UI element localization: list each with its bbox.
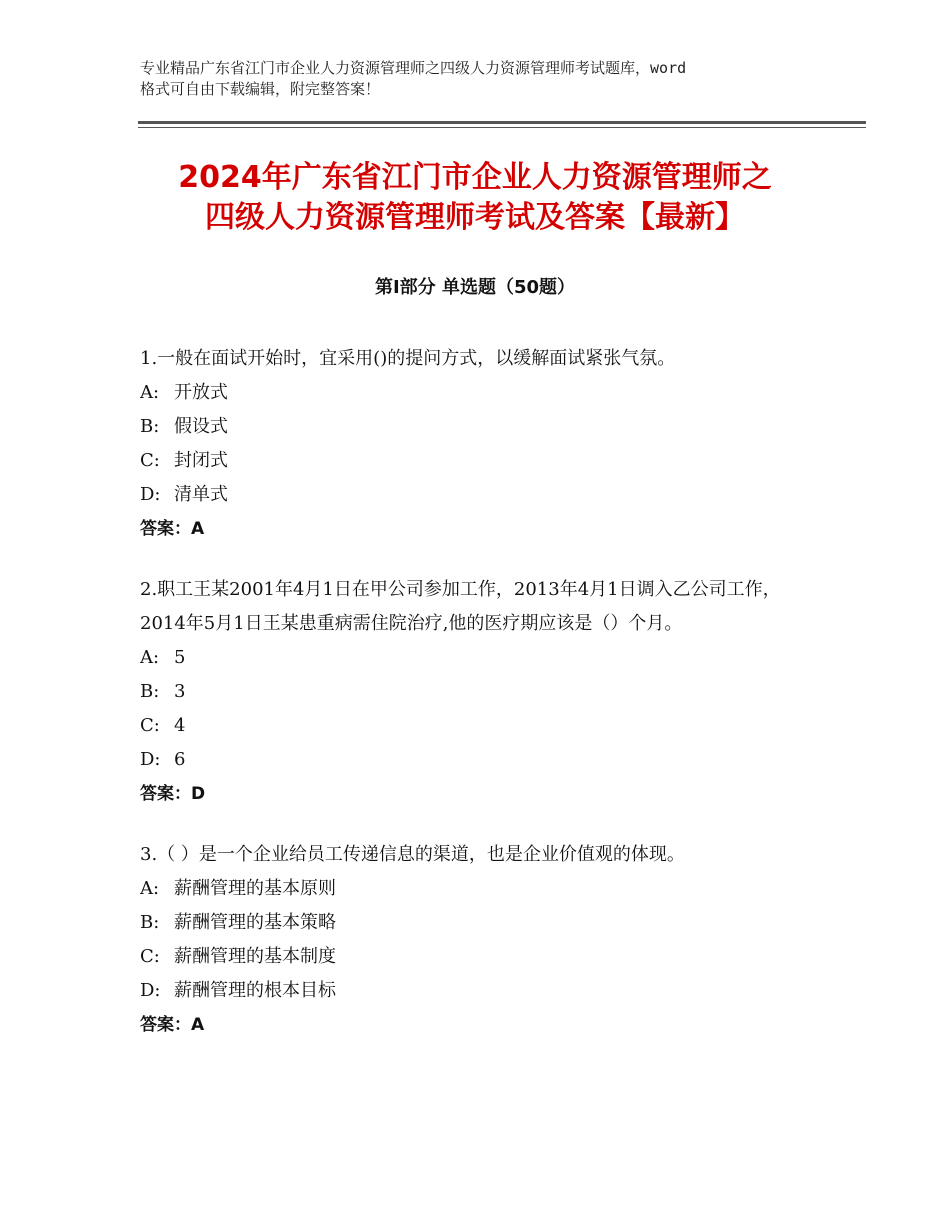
question-stem: 1.一般在面试开始时，宜采用()的提问方式，以缓解面试紧张气氛。 bbox=[140, 348, 676, 369]
option-c bbox=[140, 444, 820, 478]
option-label: B: bbox=[140, 416, 160, 437]
section-title: 第Ⅰ部分 单选题（50题） bbox=[374, 277, 575, 298]
option-b bbox=[140, 906, 820, 940]
option-b bbox=[140, 410, 820, 444]
option-label: A: bbox=[140, 647, 160, 668]
question-stem: 3.（ ）是一个企业给员工传递信息的渠道，也是企业价值观的体现。 bbox=[140, 844, 685, 865]
option-label: B: bbox=[140, 912, 160, 933]
option-label: D: bbox=[140, 980, 161, 1001]
option-text: 3 bbox=[174, 681, 186, 702]
option-label: D: bbox=[140, 749, 161, 770]
option-text: 薪酬管理的基本原则 bbox=[174, 878, 336, 899]
option-d bbox=[140, 974, 820, 1008]
option-text: 薪酬管理的基本制度 bbox=[174, 946, 336, 967]
document-title-line-1: 2024年广东省江门市企业人力资源管理师之 bbox=[178, 160, 772, 195]
option-text: 开放式 bbox=[174, 382, 228, 403]
option-text: 5 bbox=[174, 647, 186, 668]
document-title bbox=[80, 158, 870, 238]
option-text: 薪酬管理的基本策略 bbox=[174, 912, 336, 933]
option-label: A: bbox=[140, 878, 160, 899]
header-note-line-1: 专业精品广东省江门市企业人力资源管理师之四级人力资源管理师考试题库，word bbox=[140, 59, 687, 77]
option-label: C: bbox=[140, 450, 160, 471]
question-1 bbox=[140, 342, 820, 546]
header-divider-thin bbox=[138, 127, 866, 128]
document-title-line-2: 四级人力资源管理师考试及答案【最新】 bbox=[205, 200, 745, 235]
option-c bbox=[140, 940, 820, 974]
option-text: 4 bbox=[174, 715, 186, 736]
answer: 答案：D bbox=[140, 784, 206, 804]
option-a bbox=[140, 872, 820, 906]
option-text: 清单式 bbox=[174, 484, 228, 505]
question-3 bbox=[140, 838, 820, 1042]
option-text: 封闭式 bbox=[174, 450, 228, 471]
option-label: A: bbox=[140, 382, 160, 403]
option-c bbox=[140, 709, 820, 743]
option-text: 6 bbox=[174, 749, 186, 770]
question-list bbox=[140, 342, 820, 1069]
question-stem: 2.职工王某2001年4月1日在甲公司参加工作，2013年4月1日调入乙公司工作，2014年5月1日王某患重病需住院治疗,他的医疗期应该是（）个月。 bbox=[140, 579, 781, 634]
option-a bbox=[140, 641, 820, 675]
answer: 答案：A bbox=[140, 1015, 205, 1035]
answer: 答案：A bbox=[140, 519, 205, 539]
header-divider-thick bbox=[138, 121, 866, 124]
option-label: D: bbox=[140, 484, 161, 505]
header-note-line-2: 格式可自由下载编辑，附完整答案！ bbox=[140, 80, 381, 98]
option-label: B: bbox=[140, 681, 160, 702]
option-b bbox=[140, 675, 820, 709]
option-d bbox=[140, 743, 820, 777]
option-text: 假设式 bbox=[174, 416, 228, 437]
option-a bbox=[140, 376, 820, 410]
option-text: 薪酬管理的根本目标 bbox=[174, 980, 336, 1001]
question-2 bbox=[140, 573, 820, 811]
option-d bbox=[140, 478, 820, 512]
option-label: C: bbox=[140, 715, 160, 736]
option-label: C: bbox=[140, 946, 160, 967]
header-note bbox=[140, 58, 830, 100]
